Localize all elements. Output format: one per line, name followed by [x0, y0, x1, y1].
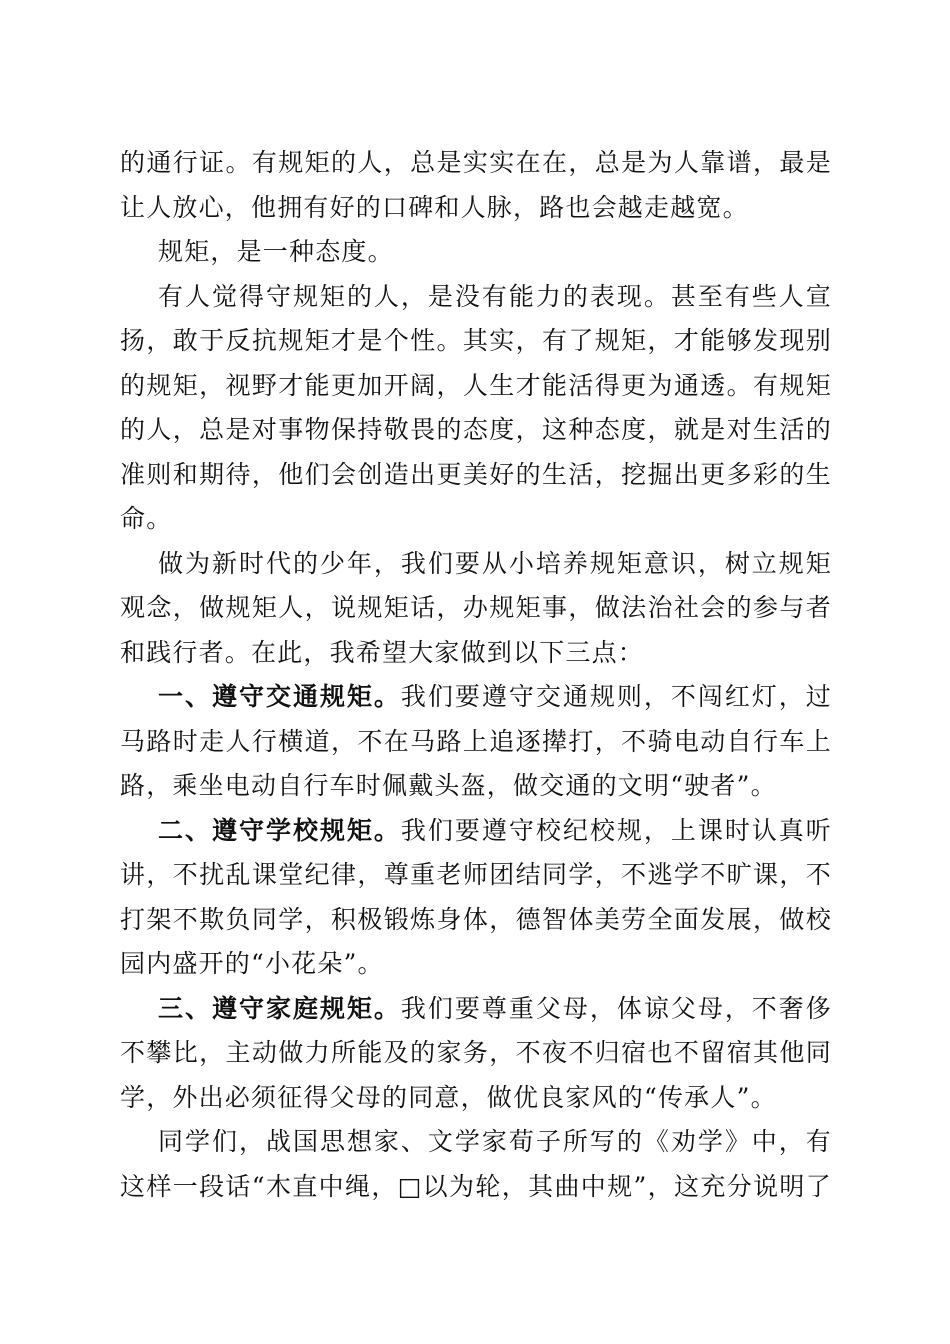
paragraph-quote [120, 1120, 832, 1254]
document-body [120, 141, 832, 1254]
paragraph-attitude-body [120, 275, 832, 542]
paragraph-point-family [120, 987, 832, 1121]
paragraph-text: 我们要遵守校纪校规，上课时认真听讲，不扰乱课堂纪律，尊重老师团结同学，不逃学不旷课，不打架不欺负同学，积极锻炼身体，德智体美劳全面发展，做校园内盛开的“小花朵”。 [120, 815, 832, 978]
paragraph-continued [120, 141, 832, 230]
paragraph-text: 规矩，是一种态度。 [158, 237, 394, 266]
paragraph-attitude-heading [120, 230, 832, 275]
paragraph-text: 有人觉得守规矩的人，是没有能力的表现。甚至有些人宣扬，敢于反抗规矩才是个性。其实，有了规矩，才能够发现别的规矩，视野才能更加开阔，人生才能活得更为通透。有规矩的人，总是对事物保持敬畏的态度，这种态度，就是对生活的准则和期待，他们会创造出更美好的生活，挖掘出更多彩的生命。 [120, 281, 832, 533]
paragraph-new-era [120, 542, 832, 676]
paragraph-point-traffic [120, 675, 832, 809]
point-heading: 三、遵守家庭规矩。 [158, 993, 401, 1023]
paragraph-text: 的通行证。有规矩的人，总是实实在在，总是为人靠谱，最是让人放心，他拥有好的口碑和人脉，路也会越走越宽。 [120, 148, 832, 222]
paragraph-point-school [120, 809, 832, 987]
paragraph-text: 我们要遵守交通规则，不闯红灯，过马路时走人行横道，不在马路上追逐撵打，不骑电动自行车上路，乘坐电动自行车时佩戴头盔，做交通的文明“驶者”。 [120, 682, 832, 800]
paragraph-text: 我们要尊重父母，体谅父母，不奢侈不攀比，主动做力所能及的家务，不夜不归宿也不留宿其他同学，外出必须征得父母的同意，做优良家风的“传承人”。 [120, 993, 832, 1112]
point-heading: 一、遵守交通规矩。 [158, 682, 401, 711]
paragraph-text: 做为新时代的少年，我们要从小培养规矩意识，树立规矩观念，做规矩人，说规矩话，办规矩事，做法治社会的参与者和践行者。在此，我希望大家做到以下三点： [120, 548, 832, 667]
paragraph-text: 同学们，战国思想家、文学家荀子所写的《劝学》中，有这样一段话“木直中绳，□以为轮，其曲中规”，这充分说明了 [120, 1127, 832, 1201]
point-heading: 二、遵守学校规矩。 [158, 815, 401, 845]
